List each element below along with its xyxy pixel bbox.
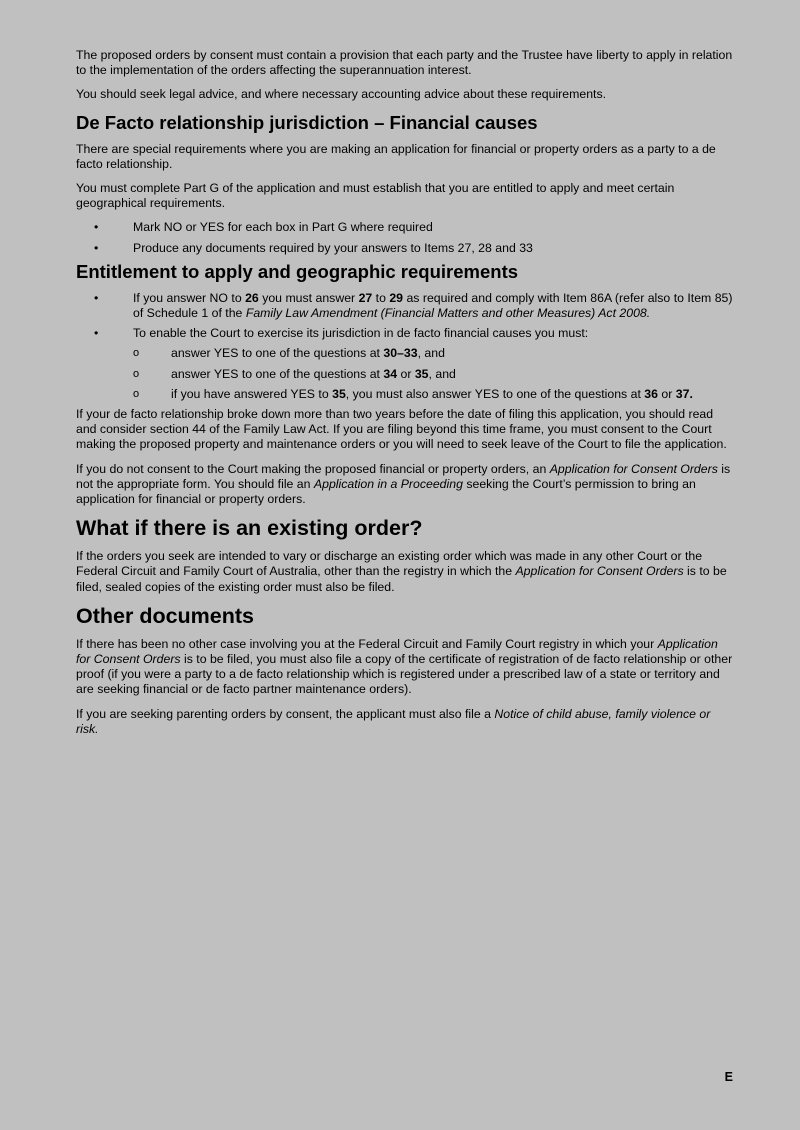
- sub-list-item: o answer YES to one of the questions at 30–33, and: [133, 346, 445, 361]
- circle-bullet-icon: o: [133, 367, 140, 380]
- part-g-list: [76, 220, 734, 255]
- section-letter: E: [724, 1070, 733, 1084]
- bullet-icon: •: [94, 326, 99, 341]
- circle-bullet-icon: o: [133, 387, 140, 400]
- bullet-icon: •: [94, 240, 99, 255]
- parenting-orders-paragraph: If you are seeking parenting orders by consent, the applicant must also file a Notice of child abuse, family violence or risk.: [76, 706, 711, 736]
- part-g-paragraph: You must complete Part G of the application and must establish that you are entitled to apply and meet certain geographical requirements.: [76, 181, 675, 211]
- bullet-icon: •: [94, 290, 99, 305]
- no-consent-paragraph: If you do not consent to the Court making the proposed financial or property orders, an Application for Consent Orders is not the appropriate form. You should file an Application in a Proceeding seeking the Court’s permission to bring an application for financial or property orders.: [76, 461, 731, 507]
- two-year-paragraph: If your de facto relationship broke down more than two years before the date of filing this application, you should read and consider section 44 of the Family Law Act. If you are filing beyond this time frame, you must consent to the Court making the proposed property and maintenance orders or you will need to seek leave of the Court to file the application.: [76, 407, 727, 452]
- list-item: • If you answer NO to 26 you must answer 27 to 29 as required and comply with Item 86A (refer also to Item 85) of Schedule 1 of the Family Law Amendment (Financial Matters and other Measures) Act 2008.: [94, 290, 733, 321]
- heading-de-facto-jurisdiction: De Facto relationship jurisdiction – Financial causes: [76, 111, 538, 133]
- list-item: • Produce any documents required by your answers to Items 27, 28 and 33: [94, 240, 533, 255]
- existing-order-paragraph: If the orders you seek are intended to vary or discharge an existing order which was made in any other Court or the Federal Circuit and Family Court of Australia, other than the registry in which the Application for Consent Orders is to be filed, sealed copies of the existing order must also be filed.: [76, 549, 727, 594]
- sub-list-item: o if you have answered YES to 35, you must also answer YES to one of the questions at 36 or 37.: [133, 386, 693, 401]
- sub-list-item: o answer YES to one of the questions at 34 or 35, and: [133, 366, 456, 381]
- de-facto-requirements-paragraph: There are special requirements where you are making an application for financial or property orders as a party to a de facto relationship.: [76, 141, 716, 171]
- legal-advice-paragraph: You should seek legal advice, and where necessary accounting advice about these requirements.: [76, 87, 607, 102]
- bullet-icon: •: [94, 220, 99, 235]
- circle-bullet-icon: o: [133, 347, 140, 360]
- heading-entitlement: Entitlement to apply and geographic requirements: [76, 260, 519, 282]
- entitlement-list: [76, 291, 734, 402]
- heading-other-documents: Other documents: [76, 603, 254, 628]
- certificate-paragraph: If there has been no other case involving you at the Federal Circuit and Family Court registry in which your Application for Consent Orders is to be filed, you must also file a copy of the certificate of registration of de facto relationship or other proof (if you were a party to a de facto relationship which is registered under a prescribed law of a state or territory and are seeking financial or de facto partner maintenance orders).: [76, 636, 733, 697]
- heading-existing-order: What if there is an existing order?: [76, 516, 423, 541]
- list-item: • To enable the Court to exercise its jurisdiction in de facto financial causes you must: o answer YES to one of the questions at 30–33, and o answer YES to one of the questions at 34 or 35, and o if you have answered YES to 35, you must also answer YES to one of the questions at 36 or 37.: [76, 326, 734, 402]
- list-item: • Mark NO or YES for each box in Part G where required: [94, 220, 433, 235]
- superannuation-liberty-paragraph: The proposed orders by consent must contain a provision that each party and the Trustee have liberty to apply in relation to the implementation of the orders affecting the superannuation interest.: [76, 48, 733, 78]
- jurisdiction-sublist: [133, 346, 734, 402]
